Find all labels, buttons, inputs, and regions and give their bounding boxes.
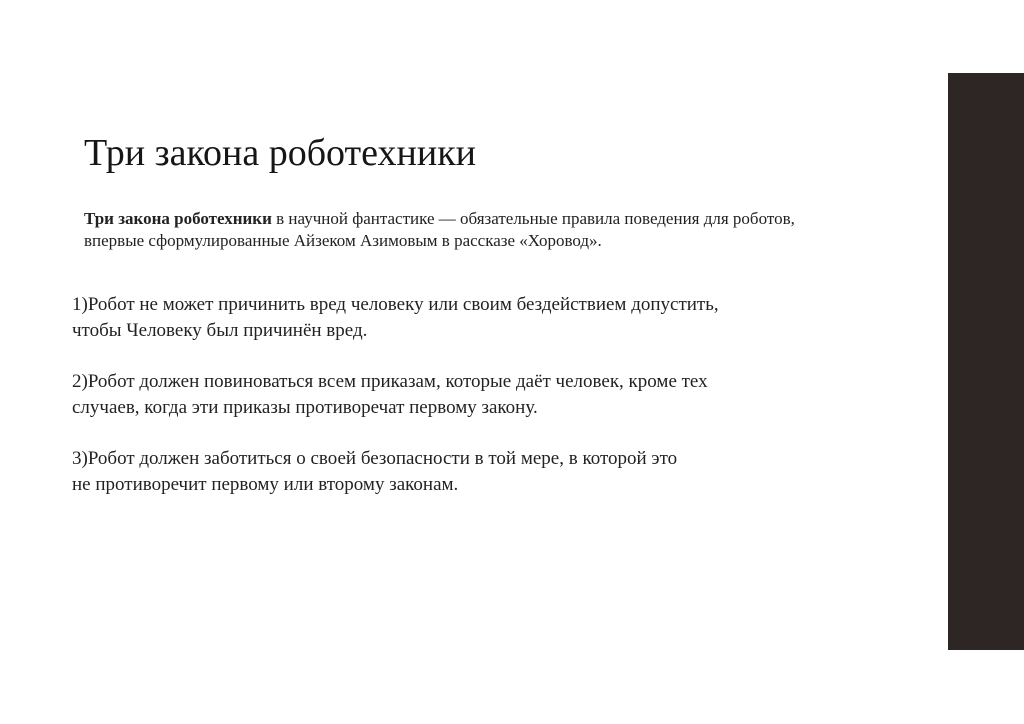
intro-lead-term: Три закона роботехники (84, 209, 272, 228)
slide-title: Три закона роботехники (84, 132, 476, 174)
law-item-3: 3)Робот должен заботиться о своей безопасности в той мере, в которой это не противоречит первому или второму законам. (72, 448, 678, 495)
intro-definition: в научной фантастике — обязательные правила поведения для роботов, впервые сформулированные Айзеком Азимовым в рассказе «Хоровод». (84, 209, 795, 250)
decorative-side-bar (948, 73, 1024, 650)
law-item-1: 1)Робот не может причинить вред человеку или своим бездействием допустить, чтобы Человеку был причинён вред. (72, 294, 719, 341)
laws-list (72, 292, 872, 523)
intro-paragraph (84, 208, 844, 252)
law-item-2: 2)Робот должен повиноваться всем приказам, которые даёт человек, кроме тех случаев, когда эти приказы противоречат первому закону. (72, 371, 708, 418)
